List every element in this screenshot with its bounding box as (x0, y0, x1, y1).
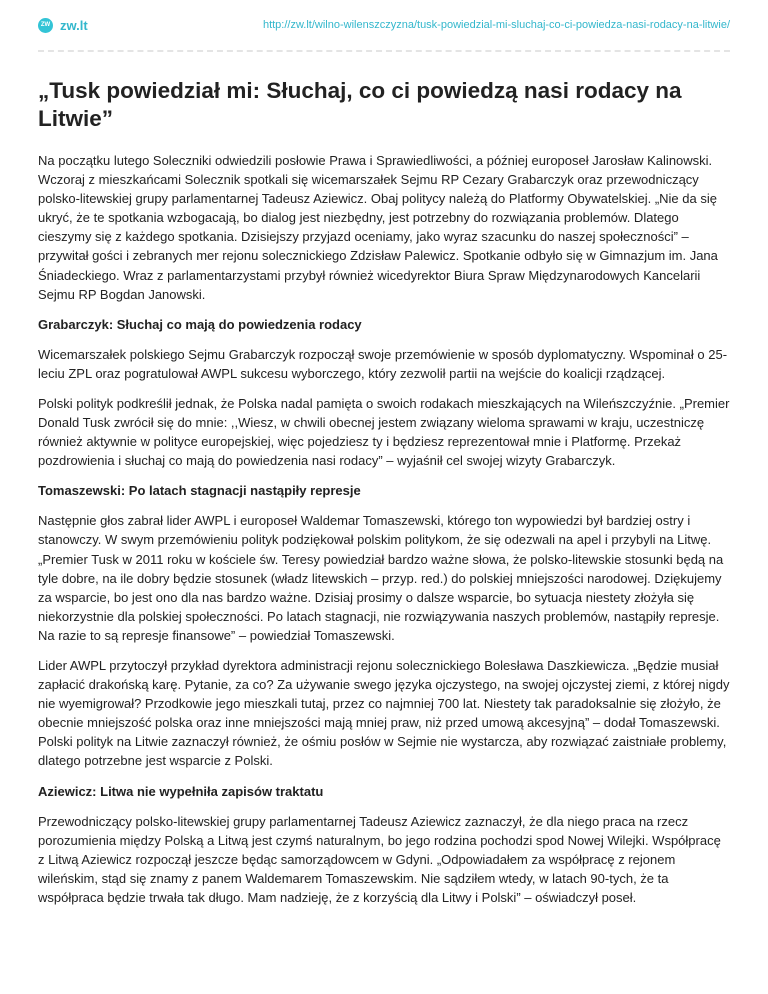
site-logo-icon: ZW (38, 18, 53, 33)
article-paragraph: Następnie głos zabrał lider AWPL i europoseł Waldemar Tomaszewski, którego ton wypowiedzi był bardziej ostry i stanowczy. W swym przemówieniu polityk podziękował polskim politykom, że się odezwali na apel i przybyli na Litwę. „Premier Tusk w 2011 roku w kościele św. Teresy powiedział bardzo ważne słowa, że polsko-litewskie stosunki będą na tyle dobre, na ile dobry będzie stosunek (władz litewskich – przyp. red.) do polskiej mniejszości narodowej. Dziękujemy za wsparcie, bo jest ono dla nas bardzo ważne. Dzisiaj prosimy o dalsze wsparcie, bo sytuacja niestety złożyła się niekorzystnie dla polskiej społeczności. Po latach stagnacji, nie rozwiązywania naszych problemów, nastąpiły represje. Na razie to są represje finansowe” – powiedział Tomaszewski. (38, 513, 724, 643)
section-heading-aziewicz: Aziewicz: Litwa nie wypełniła zapisów traktatu (38, 783, 324, 799)
article-paragraph: Wicemarszałek polskiego Sejmu Grabarczyk rozpoczął swoje przemówienie w sposób dyplomatyczny. Wspominał o 25-leciu ZPL oraz pogratulował AWPL sukcesu wyborczego, który zezwolił partii na wejście do koalicji rządzącej. (38, 346, 728, 381)
site-name: zw.lt (60, 17, 88, 33)
header-bar (38, 0, 730, 52)
article-title: „Tusk powiedział mi: Słuchaj, co ci powiedzą nasi rodacy na Litwie” (38, 78, 682, 131)
article-paragraph: Polski polityk podkreślił jednak, że Polska nadal pamięta o swoich rodakach mieszkających na Wileńszczyźnie. „Premier Donald Tusk zwrócił się do mnie: ,,Wiesz, w chwili obecnej jestem związany wieloma sprawami w kraju, uczestniczę również aktywnie w polityce europejskiej, więc pojedziesz ty i będziesz reprezentował mnie i Platformę. Przekaż pozdrowienia i słuchaj co mają do powiedzenia nasi rodacy” – wyjaśnił cel swojej wizyty Grabarczyk. (38, 395, 730, 469)
article-paragraph: Przewodniczący polsko-litewskiej grupy parlamentarnej Tadeusz Aziewicz zaznaczył, że dla niego praca na rzecz porozumienia między Polską a Litwą jest czymś naturalnym, bo jego rodzina pochodzi spod Nowej Wilejki. Współpracę z Litwą Aziewicz rozpoczął jeszcze będąc samorządowcem w Gdyni. „Odpowiadałem za współpracę z rejonem wileńskim, stąd się znamy z panem Waldemarem Tomaszewskim. Nie sądziłem wtedy, w latach 90-tych, że ta współpraca będzie trwała tak długo. Mam nadzieję, że z korzyścią dla Litwy i Polski” – oświadczył poseł. (38, 813, 721, 905)
article-paragraph: Na początku lutego Soleczniki odwiedzili posłowie Prawa i Sprawiedliwości, a później europoseł Jarosław Kalinowski. Wczoraj z mieszkańcami Solecznik spotkali się wicemarszałek Sejmu RP Cezary Grabarczyk oraz przewodniczący polsko-litewskiej grupy parlamentarnej Tadeusz Aziewicz. Obaj politycy należą do Platformy Obywatelskiej. „Nie da się ukryć, że te spotkania wzbogacają, bo dialog jest niezbędny, jest potrzebny do rozwiązania problemów. Dlatego cieszymy się z każdego spotkania. Dzisiejszy przyjazd oceniamy, jako wyraz szacunku do naszej społeczności” – przywitał gości i zebranych mer rejonu solecznickiego Zdzisław Palewicz. Spotkanie odbyło się w Gimnazjum im. Jana Śniadeckiego. Wraz z parlamentarzystami przybył również wicedyrektor Biura Spraw Międzynarodowych Kancelarii Sejmu RP Bogdan Janowski. (38, 153, 718, 302)
site-brand[interactable] (38, 18, 88, 33)
section-heading-grabarczyk: Grabarczyk: Słuchaj co mają do powiedzenia rodacy (38, 316, 362, 332)
page-url-link[interactable]: http://zw.lt/wilno-wilenszczyzna/tusk-powiedzial-mi-sluchaj-co-ci-powiedza-nasi-rodacy-na-litwie/ (262, 19, 730, 31)
article-paragraph: Lider AWPL przytoczył przykład dyrektora administracji rejonu solecznickiego Bolesława Daszkiewicza. „Będzie musiał zapłacić drakońską karę. Pytanie, za co? Za używanie swego języka ojczystego, na swojej ojczystej ziemi, z której nigdy nie wyemigrował? Przodkowie jego mieszkali tutaj, przez co najmniej 700 lat. Niestety tak paradoksalnie się złożyło, że obecnie mniejszość polska oraz inne mniejszości mają mniej praw, niż przed umową akcesyjną” – dodał Tomaszewski. Polski polityk na Litwie zaznaczył również, że ośmiu posłów w Sejmie nie wystarcza, aby rozwiązać zaistniałe problemy, dlatego potrzebne jest wsparcie z Polski. (38, 657, 730, 769)
section-heading-tomaszewski: Tomaszewski: Po latach stagnacji nastąpiły represje (38, 483, 361, 499)
